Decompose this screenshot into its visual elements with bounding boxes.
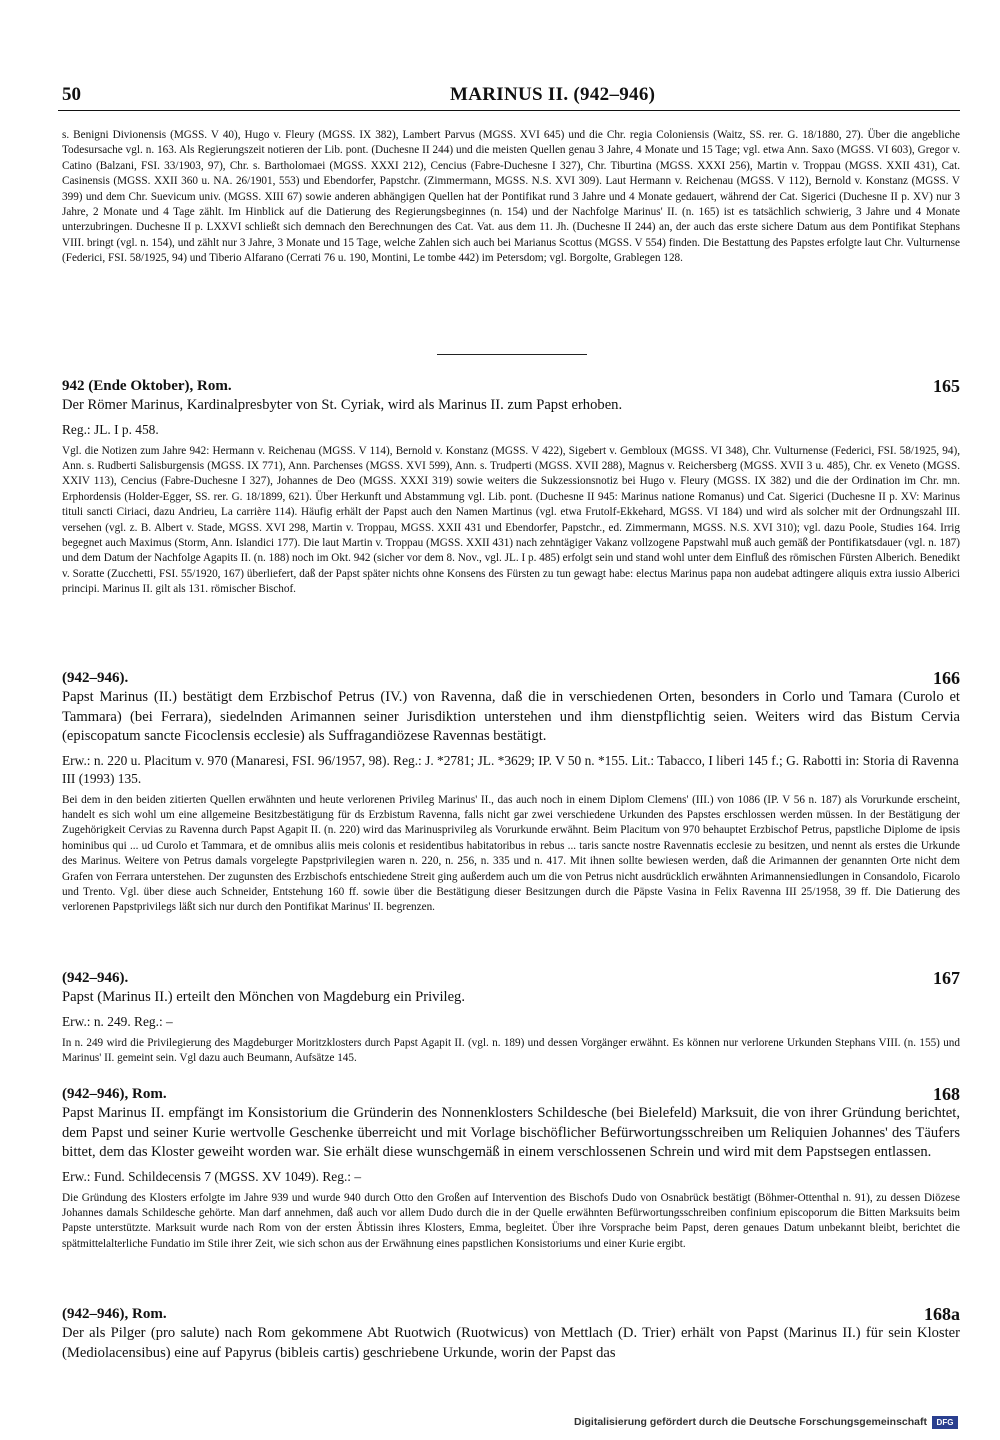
intro-note-text: s. Benigni Divionensis (MGSS. V 40), Hugo v. Fleury (MGSS. IX 382), Lambert Parvus (MGSS. XVI 645) und die Chr. regia Coloniensis (Waitz, SS. rer. G. 18/1880, 27). Über die angebliche Todesursache vgl. n. 163. Als Regierungszeit notieren der Lib. pont. (Duchesne II 244) und die meisten Quellen genau 3 Jahre, 4 Monate und 15 Tage; vgl. etwa Ann. Saxo (MGSS. VI 603), Gregor v. Catino (Balzani, FSI. 33/1903, 97), Chr. s. Bartholomaei (MGSS. XXXI 212), Cencius (Fabre-Duchesne I 327), Chr. Tiburtina (MGSS. XXXI 256), Martin v. Troppau (MGSS. XXII 431), Cat. Casinensis (MGSS. XXII 360 u. NA. 26/1901, 553) und Ebendorfer, Papstchr. (Zimmermann, MGSS. N.S. XVI 309). Laut Hermann v. Reichenau (MGSS. V 112), Bernold v. Konstanz (MGSS. V 399) und dem Chr. Suevicum univ. (MGSS. XIII 67) sowie anderen abhängigen Quellen hat der Pontifikat rund 3 Jahre und 4 Monate gedauert, während der Cat. Sigerici (Duchesne II p. XV) nur 3 Jahre, 2 Monate und 4 Tage zählt. Im Hinblick auf die Datierung des Regierungsbeginnes (n. 154) und der Nachfolge Marinus' II. (n. 165) ist es tatsächlich schwierig, 3 Jahre und 4 Monate unterzubringen. Duchesne II p. LXXVI schließt sich demnach den Berechnungen des Cat. Vat. aus dem 11. Jh. (Duchesne II 244) an, der auch das erste sichere Datum aus dem Pontifikat Stephans VIII. bringt (vgl. n. 154), und zählt nur 3 Jahre, 3 Monate und 15 Tage, welche Zahlen sich auch bei Marianus Scottus (MGSS. V 554) finden. Die Bestattung des Papstes erfolgte laut Chr. Vulturnense (Federici, FSI. 58/1925, 94) und Tiberio Alfarano (Cerrati 76 u. 190, Montini, Le tombe 442) im Petersdom; vgl. Borgolte, Grablegen 128. [62, 129, 960, 265]
entry-note-text: Die Gründung des Klosters erfolgte im Jahre 939 und wurde 940 durch Otto den Großen auf Intervention des Bischofs Dudo von Osnabrück bestätigt (Böhmer-Ottenthal n. 91), zu dessen Diözese Johannes damals Schildesche gehörte. Man darf annehmen, daß auch vor allem Dudo durch die in der Quelle erwähnten Befürwortungsschreiben confinium episcoporum die Bitten Marksuits beim Papste unterstützte. Marksuit wurde nach Rom von der ersten Äbtissin ihres Klosters, Emma, begleitet. Über ihre Vorsprache beim Papst, deren genaues Datum unbekannt bleibt, berichtet die spätmittelalterliche Fundatio im Stile ihrer Zeit, wie sich schon aus der Erwähnung eines papstlichen Konsistoriums und einer Kurie ergibt. [62, 1191, 960, 1250]
entry-number: 168a [924, 1304, 960, 1324]
entry-168 [62, 1084, 960, 1252]
entry-number: 166 [933, 668, 960, 688]
entry-note [62, 1036, 960, 1067]
entry-number: 167 [933, 968, 960, 988]
entry-citation: Erw.: Fund. Schildecensis 7 (MGSS. XV 1049). Reg.: – [62, 1168, 362, 1184]
entry-166 [62, 668, 960, 916]
entry-number: 168 [933, 1084, 960, 1104]
entry-header [62, 1304, 960, 1324]
entry-note [62, 1191, 960, 1253]
page-number: 50 [62, 84, 81, 105]
entry-date: (942–946). [62, 970, 129, 986]
entry-regest: Papst Marinus II. empfängt im Konsistorium die Gründerin des Nonnenklosters Schildesche (bei Bielefeld) Marksuit, die von ihrer Gründung berichtet, dem Papst und seiner Kurie wertvolle Geschenke überreicht und mit Vorlage bischöflicher Befürwortungsschreiben um Reliquien Johannes' des Täufers bittet, dem das Kloster geweiht worden war. Sie erhält diese wunschgemäß in einem verschlossenen Schrein und wird mit dem Papstsegen entlassen. [62, 1105, 960, 1160]
entry-note-text: In n. 249 wird die Privilegierung des Magdeburger Moritzklosters durch Papst Agapit II. (vgl. n. 189) und dessen Vorgänger erwähnt. Es können nur verlorene Urkunden Stephans VIII. (n. 155) und Marinus' II. gemeint sein. Vgl dazu auch Beumann, Aufsätze 145. [62, 1036, 960, 1064]
entry-regest: Der als Pilger (pro salute) nach Rom gekommene Abt Ruotwich (Ruotwicus) von Mettlach (D. Trier) erhält von Papst (Marinus II.) für sein Kloster (Mediolacensibus) eine auf Papyrus (bibleis cartis) geschriebene Urkunde, worin der Papst das [62, 1325, 960, 1361]
entry-regest: Papst Marinus (II.) bestätigt dem Erzbischof Petrus (IV.) von Ravenna, daß die in verschiedenen Orten, besonders in Corlo und Tamara (Curolo et Tammara) (bei Ferrara), siedelnden Arimannen seiner Jurisdiktion unterstehen und ihm dienstpflichtig seien. Weiters wird das Bistum Cervia (episcopatum sancte Ficoclensis ecclesie) als Suffragandiözese Ravennas bestätigt. [62, 689, 960, 744]
entry-header [62, 376, 960, 396]
entry-note [62, 793, 960, 916]
section-separator [437, 354, 587, 355]
entry-header [62, 1084, 960, 1104]
entry-note-text: Vgl. die Notizen zum Jahre 942: Hermann v. Reichenau (MGSS. V 114), Bernold v. Konstanz (MGSS. V 422), Sigebert v. Gembloux (MGSS. VI 348), Chr. Vulturnense (Federici, FSI. 58/1925, 94), Ann. s. Rudberti Salisburgensis (MGSS. IX 771), Ann. Parchenses (MGSS. XVI 599), Ann. s. Trudperti (MGSS. XVII 288), Magnus v. Reichersberg (MGSS. XVII 3 u. 485), Chr. ex Veneto (MGSS. XXIV 113), Cencius (Fabre-Duchesne I 327), Johannes de Deo (MGSS. XXXI 319) sowie weiters die Sukzessionsnotiz bei Hugo v. Fleury (MGSS. IX 382) und die der Ordination im Chr. mn. Erphordensis (Holder-Egger, SS. rer. G. 18/1899, 621). Über Herkunft und Abstammung vgl. Lib. pont. (Duchesne II 945: Marinus natione Romanus) und Cat. Sigerici (Duchesne II p. XV: Marinus tituli sancti Ciriaci, dazu Andrieu, La carrière 114). Häufig erhält der Papst auch den Namen Martinus (vgl. etwa Frutolf-Ekkehard, MGSS. VI 184) und wird als solcher mit der Ordnungszahl III. versehen (vgl. z. B. Albert v. Stade, MGSS. XVI 298, Martin v. Troppau, MGSS. XXII 431 und Ebendorfer, Papstchr., ed. Zimmermann, MGSS. N.S. XVI 310); vgl. dazu Poole, Studies 164. Irrig begegnet auch Maximus (Storm, Ann. Islandici 177). Die laut Martin v. Troppau (MGSS. XXII 431) nach zehntägiger Vakanz vollzogene Papstwahl muß auch gemäß der Pontifikatsdauer (vgl. n. 187) und dem Datum der Nachfolge Agapits II. (n. 188) noch im Okt. 942 (sicher vor dem 8. Nov., vgl. JL. I p. 485) erfolgt sein und stand wohl unter dem Einfluß des römischen Fürsten Alberich. Benedikt v. Soratte (Zucchetti, FSI. 55/1920, 167) überliefert, daß der Papst später nichts ohne Konsens des Fürsten zu tun gewagt habe: electus Marinus papa non audebat adtingere aliquis extra iussio Alberici principi. Marinus II. gilt als 131. römischer Bischof. [62, 444, 960, 596]
entry-citation: Erw.: n. 220 u. Placitum v. 970 (Manaresi, FSI. 96/1957, 98). Reg.: J. *2781; JL. *3629; IP. V 50 n. *155. Lit.: Tabacco, I liberi 145 f.; G. Rabotti in: Storia di Ravenna III (1993) 135. [62, 752, 959, 786]
header-rule [58, 110, 960, 111]
entry-date: (942–946), Rom. [62, 1306, 167, 1322]
footer-text: Digitalisierung gefördert durch die Deutsche Forschungsgemeinschaft [574, 1416, 927, 1428]
entry-165 [62, 376, 960, 598]
entry-regest: Papst (Marinus II.) erteilt den Mönchen von Magdeburg ein Privileg. [62, 989, 466, 1005]
entry-168a [62, 1304, 960, 1363]
entry-date: (942–946), Rom. [62, 1086, 167, 1102]
entry-date: (942–946). [62, 670, 129, 686]
dfg-logo-icon: DFG [932, 1416, 958, 1429]
entry-citation: Erw.: n. 249. Reg.: – [62, 1013, 173, 1029]
entry-note-text: Bei dem in den beiden zitierten Quellen erwähnten und heute verlorenen Privileg Marinus' II., das auch noch in einem Diplom Clemens' (III.) von 1086 (IP. V 56 n. 187) als Vorurkunde erscheint, handelt es sich wohl um eine allgemeine Besitzbestätigung für ds Erzbistum Ravenna, falls nicht gar zwei verschiedene Urkunden des Papstes erschlossen werden müssen. In der Bestätigung der Zugehörigkeit Cervias zu Ravenna durch Papst Agapit II. (n. 220) wird das Marinusprivileg als Vorurkunde erwähnt. Beim Placitum von 970 behauptet Erzbischof Petrus, papstliche Diplome de ipsis hominibus qui ... ud Curolo et Tammara, et de omnibus aliis meis colonis et residentibus habitatoribus in rebus ... taris sancte nostre Ravennatis ecclesie zu besitzen, und nennt als erstes die Urkunde des Marinus. Weitere von Petrus damals vorgelegte Papstprivilegien waren n. 220, n. 256, n. 335 und n. 417. Mit ihnen sollte bewiesen werden, daß die Arimannen der genannten Orte nicht dem Grafen von Ferrara unterstehen. Der zugunsten des Erzbischofs entschiedene Streit ging außerdem auch um die von Petrus nicht ausdrücklich erwähnten Arimannensiedlungen in Consandolo, Ficarolo und Trento. Vgl. über diese auch Schneider, Entstehung 160 ff. sowie über die Bestätigung dieser Besitzungen durch die Päpste Vasina in Felix Ravenna III 25/1958, 39 ff. Die Datierung des verlorenen Papstprivilegs läßt sich nur durch den Pontifikat Marinus' II. begrenzen. [62, 793, 960, 914]
entry-date: 942 (Ende Oktober), Rom. [62, 378, 232, 394]
footer-credit [574, 1414, 958, 1430]
entry-regest: Der Römer Marinus, Kardinalpresbyter von St. Cyriak, wird als Marinus II. zum Papst erhoben. [62, 397, 623, 413]
running-head [58, 84, 960, 110]
entry-number: 165 [933, 376, 960, 396]
entry-citation: Reg.: JL. I p. 458. [62, 421, 159, 437]
intro-note [62, 128, 960, 267]
entry-167 [62, 968, 960, 1066]
entry-note [62, 444, 960, 598]
entry-header [62, 968, 960, 988]
page-title: MARINUS II. (942–946) [450, 84, 656, 105]
entry-header [62, 668, 960, 688]
